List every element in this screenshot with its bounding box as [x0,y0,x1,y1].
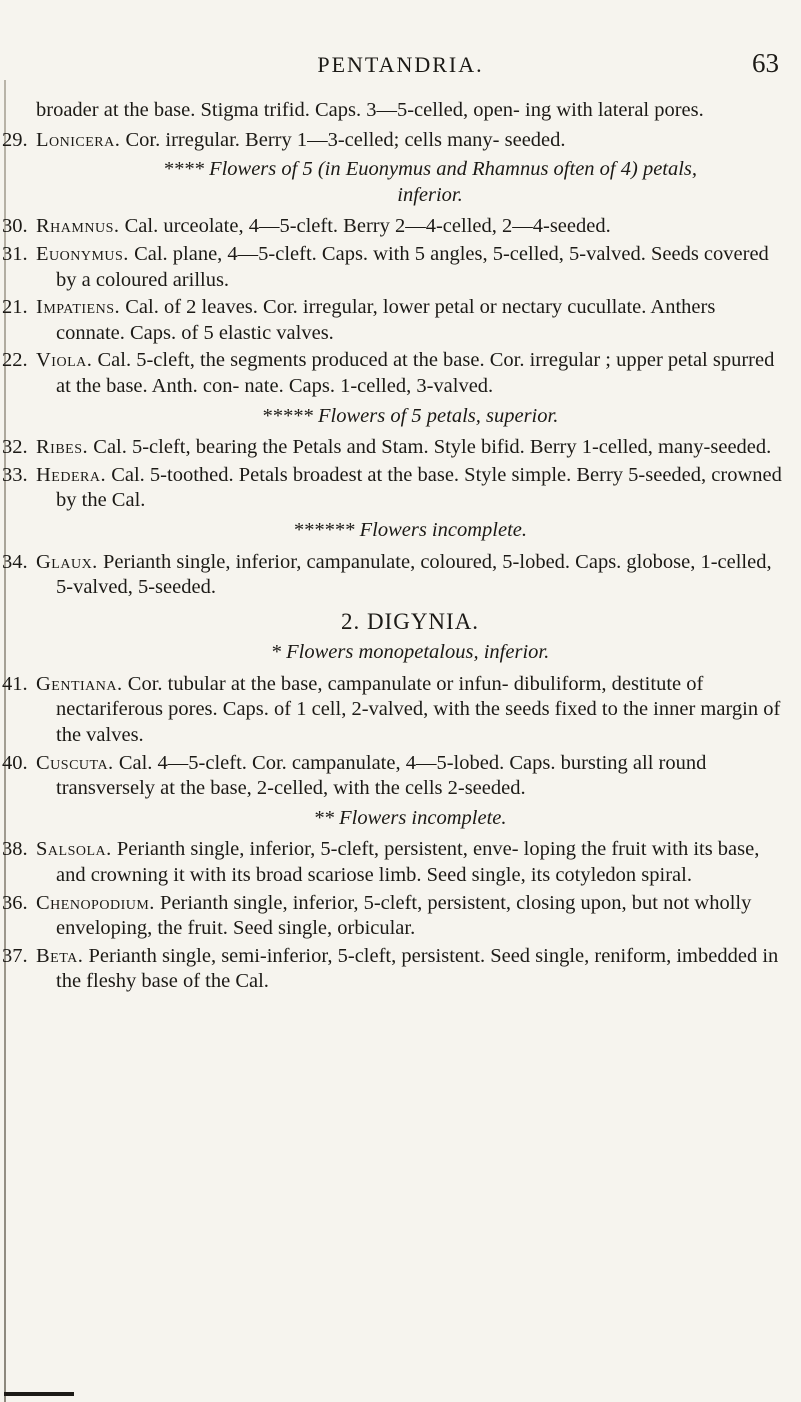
continued-text: broader at the base. Stigma trifid. Caps. 3—5-celled, open- ing with lateral pores. [36,99,704,121]
entry-number: 31. [2,242,28,265]
entry-number: 21. [2,296,28,319]
entry-number: 34. [2,550,28,573]
entry-description: Cal. 5-cleft, the segments produced at the base. Cor. irregular ; upper petal spurred at the base. Anth. con- nate. Caps. 1-celled, 3-valved. [56,349,775,397]
genus-name: Salsola. [36,838,112,861]
genus-entry [2,435,784,461]
genus-entry [2,672,784,749]
entry-number: 30. [2,215,28,238]
entry-description: Perianth single, semi-inferior, 5-cleft, persistent. Seed single, reniform, imbedded in the fleshy base of the Cal. [56,944,779,993]
genus-entry [2,128,784,154]
genus-entry [2,751,784,802]
page-body [2,98,784,997]
running-head [0,48,801,82]
genus-name: Chenopodium. [36,891,155,914]
entry-description: Perianth single, inferior, 5-cleft, persistent, enve- loping the fruit with its base, and crowning it with its broad scariose limb. Seed single, its cotyledon spiral. [56,838,760,887]
entry-description: Cal. plane, 4—5-cleft. Caps. with 5 angles, 5-celled, 5-valved. Seeds covered by a coloured arillus. [56,242,769,291]
genus-entry [2,295,784,346]
genus-entry [2,348,784,399]
genus-name: Hedera. [36,463,107,486]
entry-description: Cal. 4—5-cleft. Cor. campanulate, 4—5-lobed. Caps. bursting all round transversely at the base, 2-celled, with the cells 2-seeded. [56,751,707,800]
genus-entry [2,242,784,293]
section-heading: ****** Flowers incomplete. [292,518,527,541]
entry-number: 38. [2,838,28,861]
section-heading: **** Flowers of 5 (in Euonymus and Rhamnus often of 4) petals, inferior. [162,158,698,206]
genus-name: Glaux. [36,550,98,573]
genus-name: Impatiens. [36,296,121,319]
section-heading: ** Flowers incomplete. [313,806,507,829]
entry-description: Cal. 5-cleft, bearing the Petals and Stam. Style bifid. Berry 1-celled, many-seeded. [88,436,772,459]
genus-name: Ribes. [36,436,89,459]
genus-entry [2,891,784,942]
entry-description: Cal. of 2 leaves. Cor. irregular, lower petal or nectary cucullate. Anthers connate. Caps. of 5 elastic valves. [56,296,716,344]
page-number: 63 [752,48,779,78]
genus-name: Rhamnus. [36,215,120,238]
entry-description: Cal. 5-toothed. Petals broadest at the base. Style simple. Berry 5-seeded, crowned by the Cal. [56,463,782,512]
genus-name: Lonicera. [36,128,121,151]
genus-entry [2,837,784,888]
entry-description: Cal. urceolate, 4—5-cleft. Berry 2—4-celled, 2—4-seeded. [119,215,611,238]
genus-entry [2,550,784,601]
entry-description: Cor. tubular at the base, campanulate or infun- dibuliform, destitute of nectariferous pores. Caps. of 1 cell, 2-valved, with the seeds fixed to the inner margin of the valves. [56,672,781,747]
genus-name: Viola. [36,349,93,372]
genus-name: Beta. [36,944,84,967]
entry-description: Perianth single, inferior, 5-cleft, persistent, closing upon, but not wholly enveloping, the fruit. Seed single, orbicular. [56,891,752,940]
entry-number: 32. [2,436,28,459]
entry-number: 29. [2,128,28,151]
section-heading: * Flowers monopetalous, inferior. [270,641,550,664]
entry-number: 22. [2,349,28,372]
entry-number: 41. [2,672,28,695]
entry-number: 37. [2,944,28,967]
running-title: PENTANDRIA. [317,52,484,77]
genus-name: Gentiana. [36,672,123,695]
genus-name: Euonymus. [36,242,129,265]
genus-entry [2,463,784,514]
entry-number: 36. [2,891,28,914]
entry-number: 40. [2,751,28,774]
entry-description: Perianth single, inferior, campanulate, coloured, 5-lobed. Caps. globose, 1-celled, 5-valved, 5-seeded. [56,550,772,599]
genus-name: Cuscuta. [36,751,114,774]
entry-description: Cor. irregular. Berry 1—3-celled; cells many- seeded. [120,128,566,151]
section-heading: ***** Flowers of 5 petals, superior. [261,404,559,427]
order-heading: 2. DIGYNIA. [340,608,480,634]
entry-number: 33. [2,463,28,486]
genus-entry [2,944,784,995]
genus-entry [2,214,784,240]
